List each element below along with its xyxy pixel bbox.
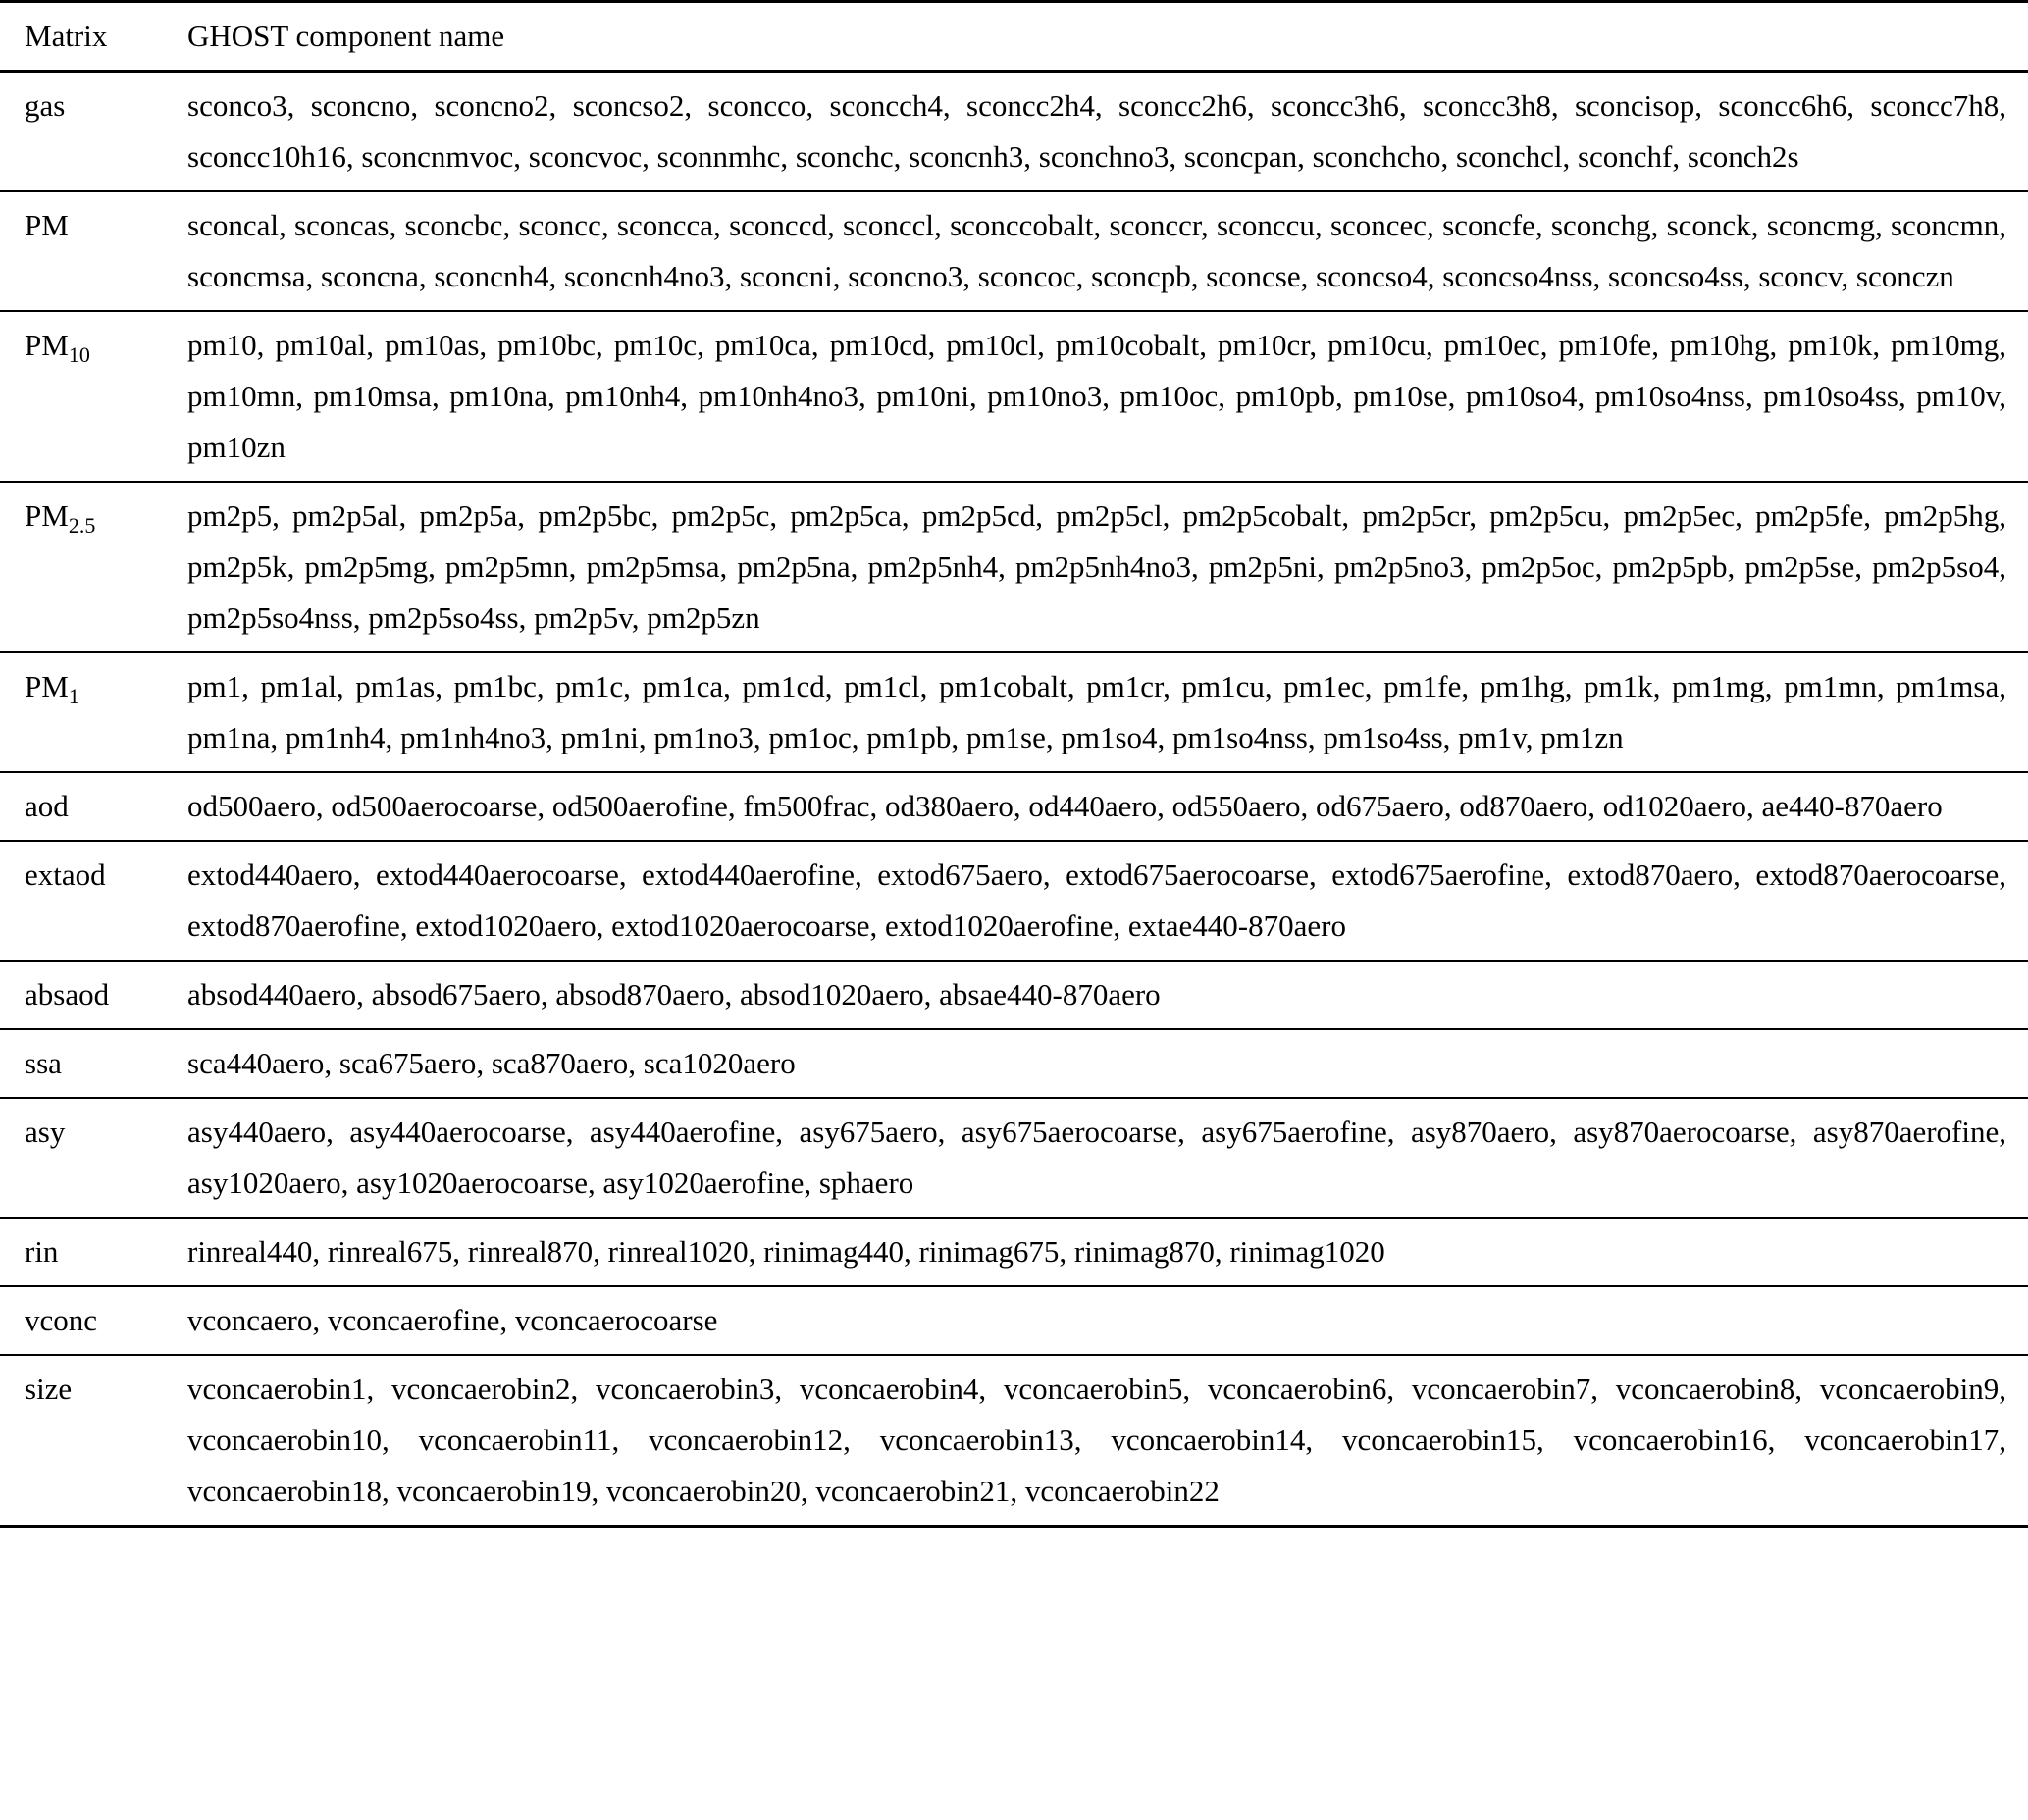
- matrix-cell: [0, 482, 186, 652]
- matrix-cell: [0, 191, 186, 311]
- matrix-label-subscript: 10: [68, 342, 90, 368]
- table-row: [0, 72, 2028, 192]
- matrix-cell: [0, 311, 186, 482]
- table-row: [0, 1218, 2028, 1286]
- table-row: [0, 1029, 2028, 1098]
- matrix-cell: [0, 652, 186, 772]
- table-header: [0, 2, 2028, 72]
- table-row: [0, 652, 2028, 772]
- table-row: [0, 772, 2028, 841]
- components-cell: asy440aero, asy440aerocoarse, asy440aerofine, asy675aero, asy675aerocoarse, asy675aerofine, asy870aero, asy870aerocoarse, asy870aerofine, asy1020aero, asy1020aerocoarse, asy1020aerofine, sphaero: [187, 1115, 2006, 1200]
- matrix-label: PM: [25, 498, 69, 533]
- matrix-label: PM: [25, 669, 69, 703]
- matrix-label: ssa: [25, 1046, 62, 1080]
- matrix-label: extaod: [25, 858, 106, 892]
- components-cell: vconcaero, vconcaerofine, vconcaerocoarse: [187, 1303, 718, 1337]
- matrix-cell: [0, 772, 186, 841]
- components-cell: vconcaerobin1, vconcaerobin2, vconcaerobin3, vconcaerobin4, vconcaerobin5, vconcaerobin6, vconcaerobin7, vconcaerobin8, vconcaerobin9, vconcaerobin10, vconcaerobin11, vconcaerobin12, vconcaerobin13, vconcaerobin14, vconcaerobin15, vconcaerobin16, vconcaerobin17, vconcaerobin18, vconcaerobin19, vconcaerobin20, vconcaerobin21, vconcaerobin22: [187, 1372, 2006, 1508]
- components-cell: sca440aero, sca675aero, sca870aero, sca1020aero: [187, 1046, 796, 1080]
- table-row: [0, 961, 2028, 1029]
- table-row: [0, 841, 2028, 961]
- components-cell: pm10, pm10al, pm10as, pm10bc, pm10c, pm10ca, pm10cd, pm10cl, pm10cobalt, pm10cr, pm10cu, pm10ec, pm10fe, pm10hg, pm10k, pm10mg, pm10mn, pm10msa, pm10na, pm10nh4, pm10nh4no3, pm10ni, pm10no3, pm10oc, pm10pb, pm10se, pm10so4, pm10so4nss, pm10so4ss, pm10v, pm10zn: [187, 328, 2006, 464]
- table-row: [0, 1355, 2028, 1527]
- components-cell: sconcal, sconcas, sconcbc, sconcc, sconcca, sconccd, sconccl, sconccobalt, sconccr, sconccu, sconcec, sconcfe, sconchg, sconck, sconcmg, sconcmn, sconcmsa, sconcna, sconcnh4, sconcnh4no3, sconcni, sconcno3, sconcoc, sconcpb, sconcse, sconcso4, sconcso4nss, sconcso4ss, sconcv, sconczn: [187, 208, 2006, 293]
- table-row: [0, 1286, 2028, 1355]
- matrix-label: gas: [25, 88, 66, 123]
- column-header-ghost-component-name: GHOST component name: [187, 19, 505, 53]
- components-cell: rinreal440, rinreal675, rinreal870, rinreal1020, rinimag440, rinimag675, rinimag870, rinimag1020: [187, 1234, 1385, 1269]
- matrix-cell: [0, 1098, 186, 1218]
- components-cell: extod440aero, extod440aerocoarse, extod440aerofine, extod675aero, extod675aerocoarse, extod675aerofine, extod870aero, extod870aerocoarse, extod870aerofine, extod1020aero, extod1020aerocoarse, extod1020aerofine, extae440-870aero: [187, 858, 2006, 943]
- table-row: [0, 1098, 2028, 1218]
- components-cell: od500aero, od500aerocoarse, od500aerofine, fm500frac, od380aero, od440aero, od550aero, od675aero, od870aero, od1020aero, ae440-870aero: [187, 789, 1943, 823]
- matrix-label: aod: [25, 789, 69, 823]
- matrix-label: absaod: [25, 977, 110, 1012]
- matrix-label: rin: [25, 1234, 59, 1269]
- matrix-label: vconc: [25, 1303, 98, 1337]
- matrix-cell: [0, 1286, 186, 1355]
- matrix-label: PM: [25, 328, 69, 362]
- table-row: [0, 482, 2028, 652]
- table-row: [0, 311, 2028, 482]
- header-row: [0, 2, 2028, 72]
- components-cell: absod440aero, absod675aero, absod870aero, absod1020aero, absae440-870aero: [187, 977, 1161, 1012]
- matrix-label-subscript: 1: [68, 684, 79, 709]
- matrix-cell: [0, 841, 186, 961]
- matrix-label: asy: [25, 1115, 66, 1149]
- matrix-cell: [0, 961, 186, 1029]
- components-cell: pm2p5, pm2p5al, pm2p5a, pm2p5bc, pm2p5c, pm2p5ca, pm2p5cd, pm2p5cl, pm2p5cobalt, pm2p5cr, pm2p5cu, pm2p5ec, pm2p5fe, pm2p5hg, pm2p5k, pm2p5mg, pm2p5mn, pm2p5msa, pm2p5na, pm2p5nh4, pm2p5nh4no3, pm2p5ni, pm2p5no3, pm2p5oc, pm2p5pb, pm2p5se, pm2p5so4, pm2p5so4nss, pm2p5so4ss, pm2p5v, pm2p5zn: [187, 498, 2006, 635]
- matrix-cell: [0, 1029, 186, 1098]
- matrix-cell: [0, 1355, 186, 1527]
- column-header-matrix: Matrix: [25, 19, 108, 53]
- matrix-label: size: [25, 1372, 73, 1406]
- components-cell: sconco3, sconcno, sconcno2, sconcso2, sconcco, sconcch4, sconcc2h4, sconcc2h6, sconcc3h6, sconcc3h8, sconcisop, sconcc6h6, sconcc7h8, sconcc10h16, sconcnmvoc, sconcvoc, sconnmhc, sconchc, sconcnh3, sconchno3, sconcpan, sconchcho, sconchcl, sconchf, sconch2s: [187, 88, 2006, 174]
- matrix-label-subscript: 2.5: [68, 513, 96, 539]
- matrix-cell: [0, 1218, 186, 1286]
- table-row: [0, 191, 2028, 311]
- table-body: [0, 72, 2028, 1527]
- matrix-label: PM: [25, 208, 69, 242]
- components-cell: pm1, pm1al, pm1as, pm1bc, pm1c, pm1ca, pm1cd, pm1cl, pm1cobalt, pm1cr, pm1cu, pm1ec, pm1fe, pm1hg, pm1k, pm1mg, pm1mn, pm1msa, pm1na, pm1nh4, pm1nh4no3, pm1ni, pm1no3, pm1oc, pm1pb, pm1se, pm1so4, pm1so4nss, pm1so4ss, pm1v, pm1zn: [187, 669, 2006, 754]
- matrix-cell: [0, 72, 186, 192]
